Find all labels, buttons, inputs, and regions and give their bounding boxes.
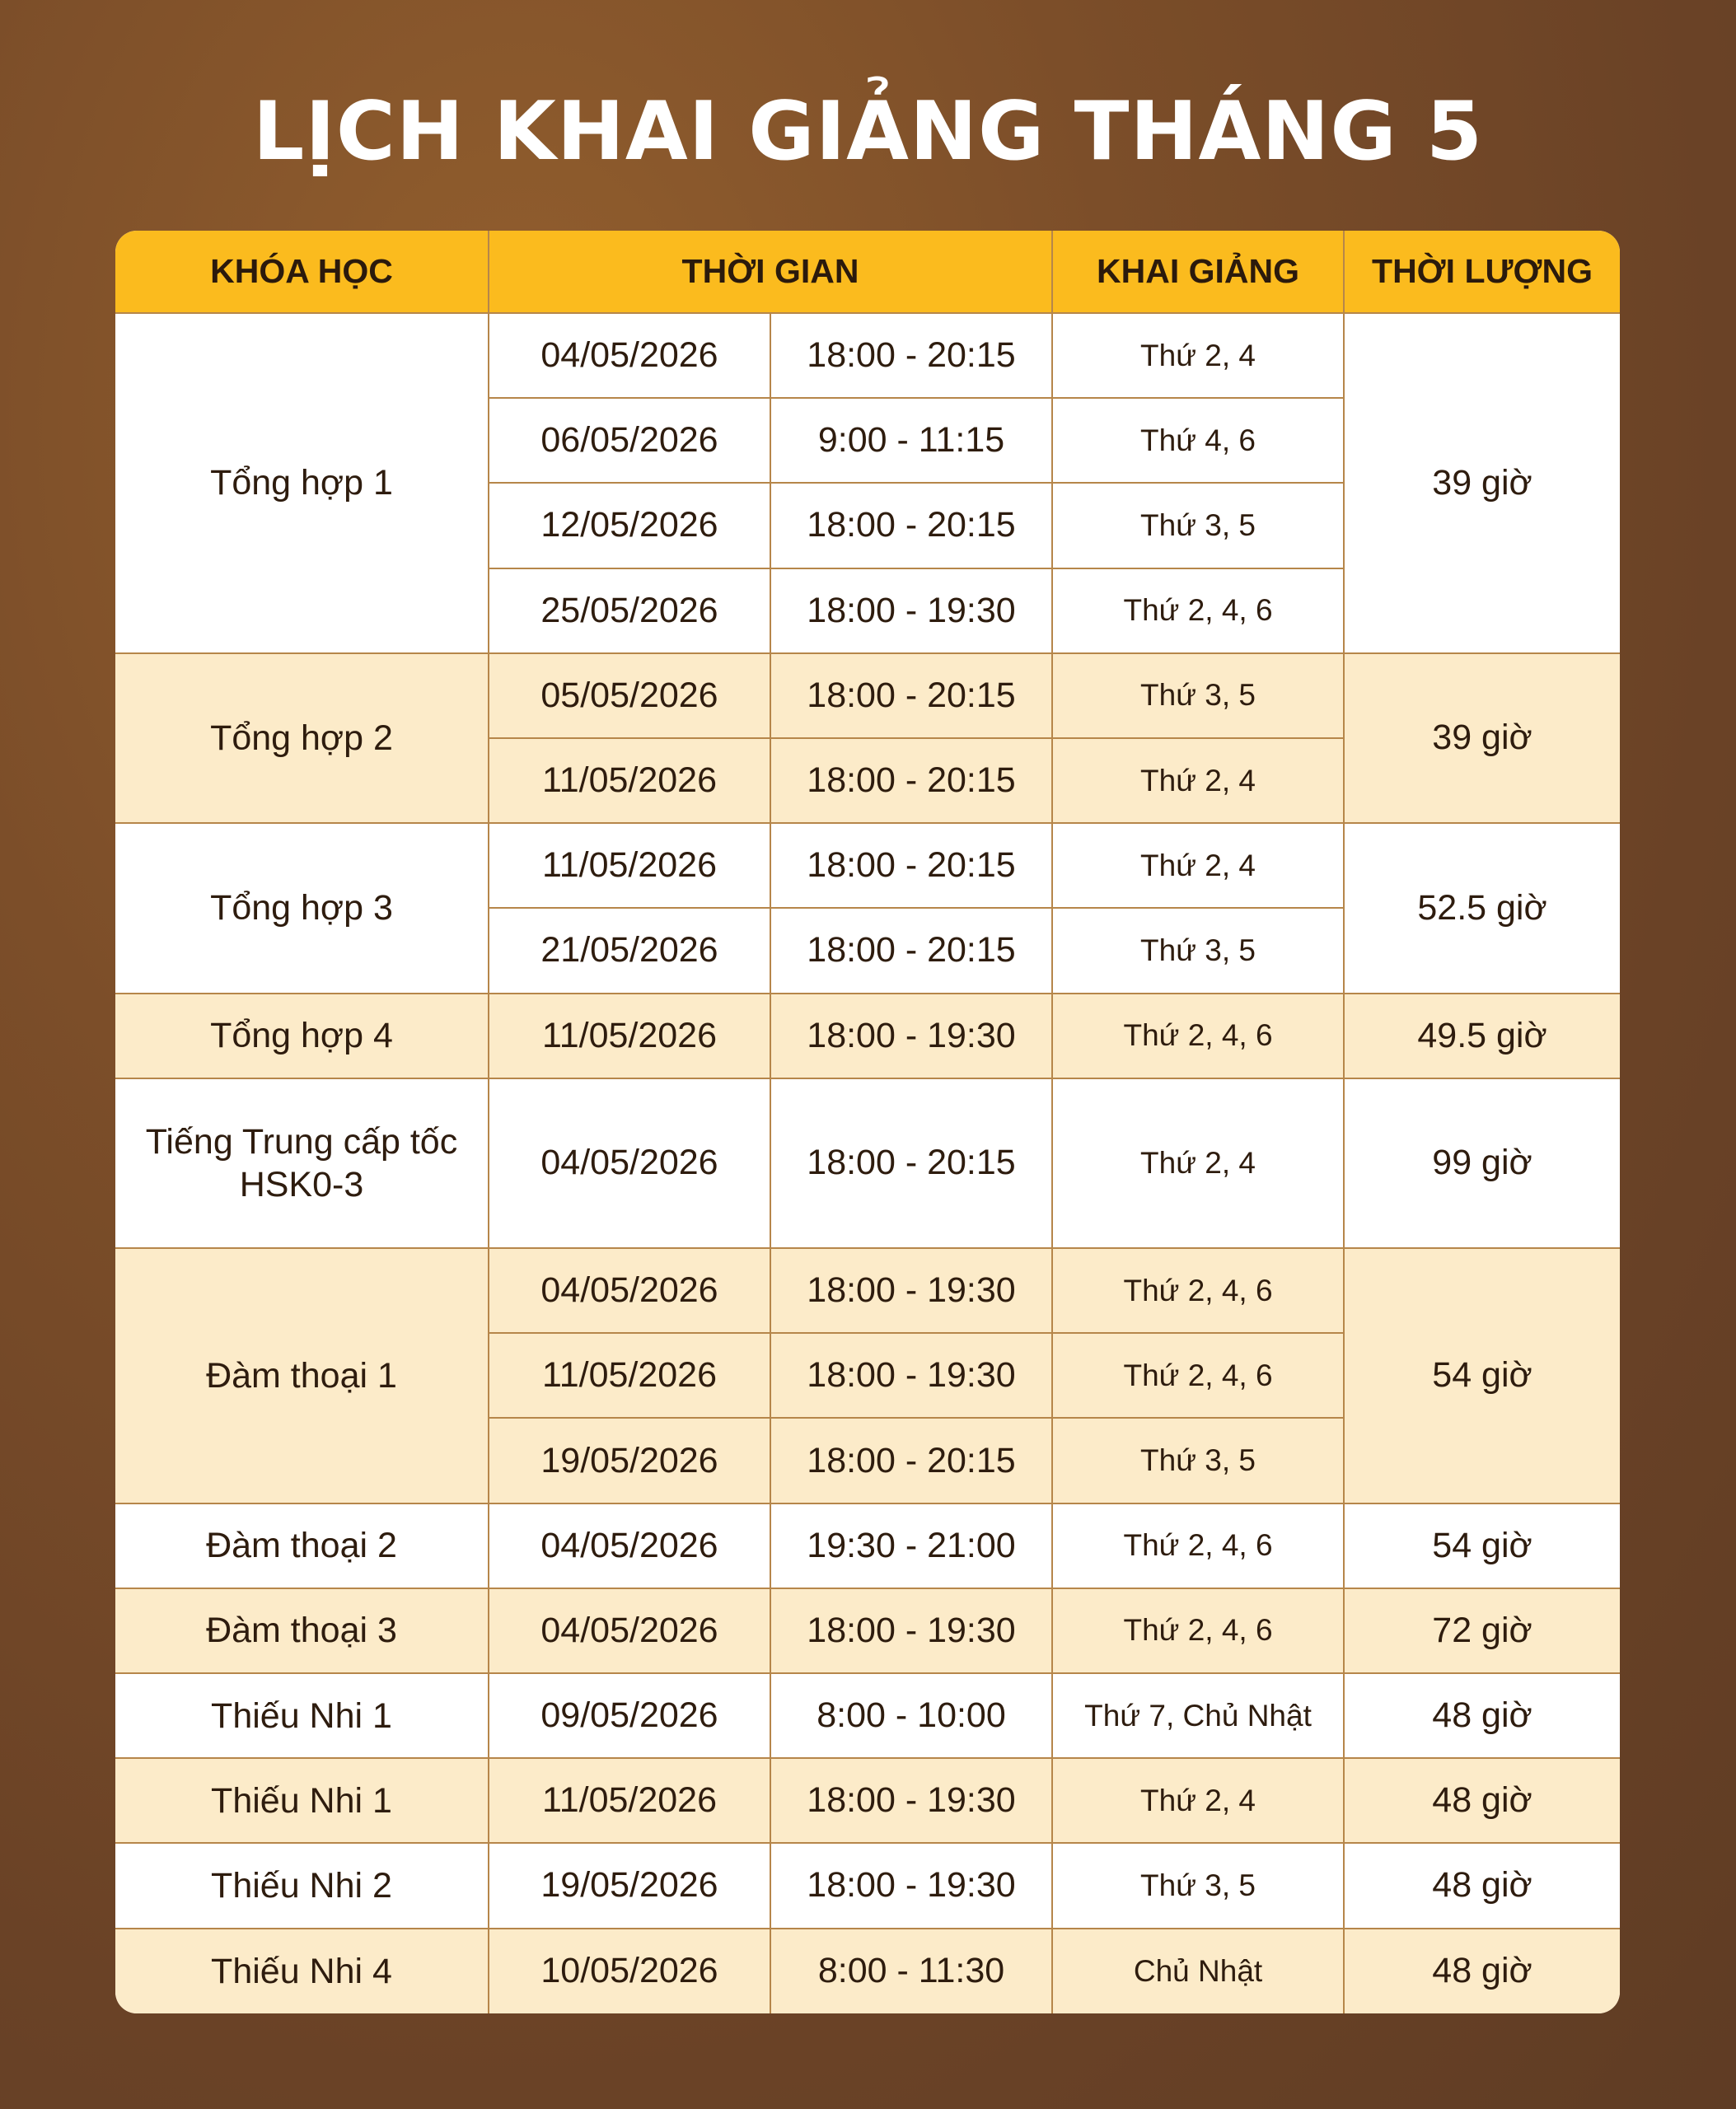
session-date: 04/05/2026 xyxy=(489,1078,770,1248)
session-date: 19/05/2026 xyxy=(489,1843,770,1928)
table-header-row xyxy=(115,231,1620,313)
course-name: Tổng hợp 1 xyxy=(115,313,489,653)
table-row xyxy=(115,313,1620,398)
course-duration: 54 giờ xyxy=(1344,1503,1620,1588)
course-name: Tổng hợp 4 xyxy=(115,994,489,1078)
session-time: 19:30 - 21:00 xyxy=(770,1503,1052,1588)
table-row xyxy=(115,1588,1620,1673)
session-days: Thứ 2, 4, 6 xyxy=(1052,994,1344,1078)
session-date: 04/05/2026 xyxy=(489,1588,770,1673)
table-row xyxy=(115,653,1620,738)
session-date: 19/05/2026 xyxy=(489,1418,770,1503)
table-row xyxy=(115,1673,1620,1758)
session-date: 05/05/2026 xyxy=(489,653,770,738)
session-days: Thứ 3, 5 xyxy=(1052,908,1344,993)
table-row xyxy=(115,1248,1620,1333)
session-date: 25/05/2026 xyxy=(489,568,770,653)
course-name: Thiếu Nhi 1 xyxy=(115,1758,489,1843)
page-title: LỊCH KHAI GIẢNG THÁNG 5 xyxy=(252,85,1484,179)
session-days: Thứ 2, 4, 6 xyxy=(1052,568,1344,653)
session-time: 18:00 - 20:15 xyxy=(770,823,1052,908)
table-row xyxy=(115,1843,1620,1928)
header-time: THỜI GIAN xyxy=(489,231,1052,313)
session-date: 11/05/2026 xyxy=(489,823,770,908)
session-time: 18:00 - 20:15 xyxy=(770,653,1052,738)
session-days: Thứ 3, 5 xyxy=(1052,1418,1344,1503)
session-date: 06/05/2026 xyxy=(489,398,770,483)
session-date: 21/05/2026 xyxy=(489,908,770,993)
table-row xyxy=(115,1758,1620,1843)
session-days: Thứ 2, 4, 6 xyxy=(1052,1503,1344,1588)
session-days: Thứ 3, 5 xyxy=(1052,653,1344,738)
session-days: Thứ 2, 4 xyxy=(1052,823,1344,908)
course-name: Tổng hợp 2 xyxy=(115,653,489,823)
course-name: Thiếu Nhi 2 xyxy=(115,1843,489,1928)
course-name: Đàm thoại 3 xyxy=(115,1588,489,1673)
session-date: 10/05/2026 xyxy=(489,1929,770,2013)
session-time: 18:00 - 20:15 xyxy=(770,908,1052,993)
session-days: Thứ 4, 6 xyxy=(1052,398,1344,483)
course-duration: 39 giờ xyxy=(1344,653,1620,823)
session-time: 9:00 - 11:15 xyxy=(770,398,1052,483)
header-duration: THỜI LƯỢNG xyxy=(1344,231,1620,313)
course-duration: 72 giờ xyxy=(1344,1588,1620,1673)
session-time: 18:00 - 20:15 xyxy=(770,483,1052,568)
session-date: 04/05/2026 xyxy=(489,1248,770,1333)
table-row xyxy=(115,1503,1620,1588)
course-duration: 99 giờ xyxy=(1344,1078,1620,1248)
table-row xyxy=(115,1078,1620,1248)
session-date: 09/05/2026 xyxy=(489,1673,770,1758)
course-duration: 39 giờ xyxy=(1344,313,1620,653)
session-time: 18:00 - 19:30 xyxy=(770,568,1052,653)
session-time: 18:00 - 20:15 xyxy=(770,1078,1052,1248)
session-time: 18:00 - 19:30 xyxy=(770,1588,1052,1673)
session-time: 18:00 - 20:15 xyxy=(770,1418,1052,1503)
session-date: 04/05/2026 xyxy=(489,1503,770,1588)
course-duration: 48 giờ xyxy=(1344,1758,1620,1843)
session-days: Thứ 2, 4 xyxy=(1052,1758,1344,1843)
table-row xyxy=(115,1929,1620,2013)
session-date: 12/05/2026 xyxy=(489,483,770,568)
session-time: 18:00 - 20:15 xyxy=(770,738,1052,823)
session-days: Thứ 2, 4 xyxy=(1052,738,1344,823)
course-duration: 48 giờ xyxy=(1344,1673,1620,1758)
schedule-table xyxy=(115,231,1620,2013)
table-row xyxy=(115,994,1620,1078)
course-name: Tổng hợp 3 xyxy=(115,823,489,993)
course-name: Đàm thoại 1 xyxy=(115,1248,489,1503)
session-days: Thứ 2, 4 xyxy=(1052,313,1344,398)
schedule-body xyxy=(115,313,1620,2013)
course-duration: 52.5 giờ xyxy=(1344,823,1620,993)
session-time: 18:00 - 19:30 xyxy=(770,994,1052,1078)
course-duration: 48 giờ xyxy=(1344,1843,1620,1928)
course-duration: 54 giờ xyxy=(1344,1248,1620,1503)
session-days: Thứ 2, 4, 6 xyxy=(1052,1333,1344,1418)
session-date: 04/05/2026 xyxy=(489,313,770,398)
session-time: 8:00 - 11:30 xyxy=(770,1929,1052,2013)
session-days: Thứ 7, Chủ Nhật xyxy=(1052,1673,1344,1758)
session-date: 11/05/2026 xyxy=(489,1333,770,1418)
header-course: KHÓA HỌC xyxy=(115,231,489,313)
session-date: 11/05/2026 xyxy=(489,1758,770,1843)
session-time: 18:00 - 19:30 xyxy=(770,1758,1052,1843)
session-days: Thứ 3, 5 xyxy=(1052,1843,1344,1928)
session-time: 18:00 - 19:30 xyxy=(770,1333,1052,1418)
schedule-table-container xyxy=(115,231,1620,2013)
session-date: 11/05/2026 xyxy=(489,738,770,823)
session-days: Thứ 2, 4 xyxy=(1052,1078,1344,1248)
course-name: Thiếu Nhi 4 xyxy=(115,1929,489,2013)
session-date: 11/05/2026 xyxy=(489,994,770,1078)
course-name: Đàm thoại 2 xyxy=(115,1503,489,1588)
session-time: 18:00 - 19:30 xyxy=(770,1248,1052,1333)
course-duration: 48 giờ xyxy=(1344,1929,1620,2013)
session-time: 8:00 - 10:00 xyxy=(770,1673,1052,1758)
course-name: Thiếu Nhi 1 xyxy=(115,1673,489,1758)
course-duration: 49.5 giờ xyxy=(1344,994,1620,1078)
session-days: Thứ 2, 4, 6 xyxy=(1052,1588,1344,1673)
session-time: 18:00 - 20:15 xyxy=(770,313,1052,398)
session-time: 18:00 - 19:30 xyxy=(770,1843,1052,1928)
table-row xyxy=(115,823,1620,908)
header-opening: KHAI GIẢNG xyxy=(1052,231,1344,313)
session-days: Chủ Nhật xyxy=(1052,1929,1344,2013)
course-name: Tiếng Trung cấp tốc HSK0-3 xyxy=(115,1078,489,1248)
session-days: Thứ 2, 4, 6 xyxy=(1052,1248,1344,1333)
session-days: Thứ 3, 5 xyxy=(1052,483,1344,568)
